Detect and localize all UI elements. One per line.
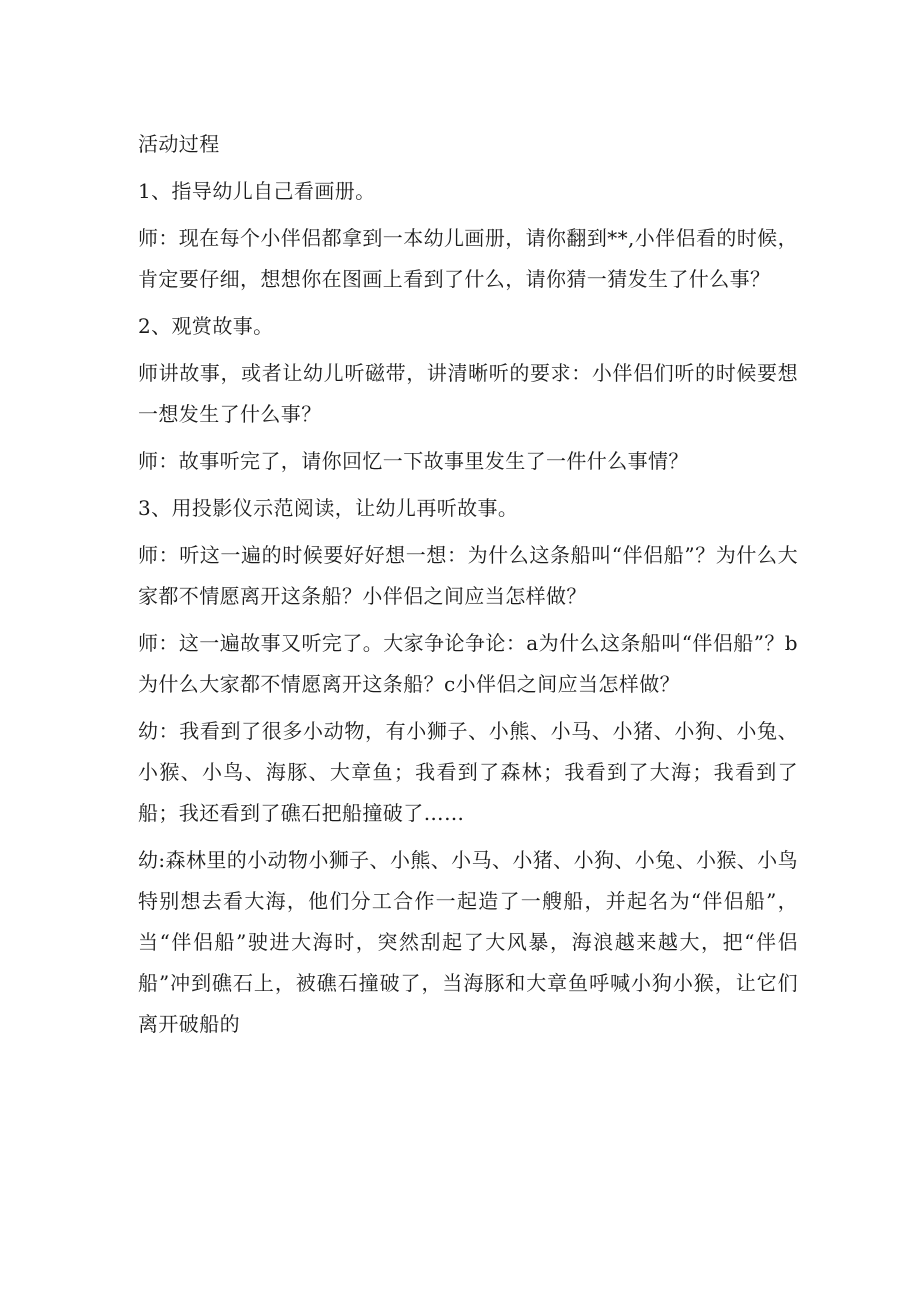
paragraph-step-2: 2、观赏故事。: [138, 314, 274, 338]
paragraph-step-3: 3、用投影仪示范阅读，让幼儿再听故事。: [138, 496, 519, 520]
document-body: [138, 124, 798, 1051]
section-heading: 活动过程: [138, 132, 220, 156]
paragraph-child-1: 幼：我看到了很多小动物，有小狮子、小熊、小马、小猪、小狗、小兔、小猴、小鸟、海豚、大章鱼；我看到了森林；我看到了大海；我看到了船；我还看到了礁石把船撞破了……: [138, 719, 798, 825]
paragraph-child-2: 幼:森林里的小动物小狮子、小熊、小马、小猪、小狗、小兔、小猴、小鸟特别想去看大海，他们分工合作一起造了一艘船，并起名为“伴侣船”，当“伴侣船”驶进大海时，突然刮起了大风暴，海浪越来越大，把“伴侣船”冲到礁石上，被礁石撞破了，当海豚和大章鱼呼喊小狗小猴，让它们离开破船的: [138, 848, 798, 1036]
paragraph-teacher-4: 师：听这一遍的时候要好好想一想：为什么这条船叫“伴侣船”？为什么大家都不情愿离开这条船？小伴侣之间应当怎样做？: [138, 543, 798, 608]
paragraph-teacher-5: 师：这一遍故事又听完了。大家争论争论：a为什么这条船叫“伴侣船”？b为什么大家都不情愿离开这条船？c小伴侣之间应当怎样做？: [138, 631, 798, 696]
paragraph-teacher-2: 师讲故事，或者让幼儿听磁带，讲清晰听的要求：小伴侣们听的时候要想一想发生了什么事？: [138, 361, 798, 426]
paragraph-step-1: 1、指导幼儿自己看画册。: [138, 179, 376, 203]
paragraph-teacher-1: 师：现在每个小伴侣都拿到一本幼儿画册，请你翻到**,小伴侣看的时候，肯定要仔细，想想你在图画上看到了什么，请你猜一猜发生了什么事？: [138, 226, 798, 291]
paragraph-teacher-3: 师：故事听完了，请你回忆一下故事里发生了一件什么事情？: [138, 449, 689, 473]
